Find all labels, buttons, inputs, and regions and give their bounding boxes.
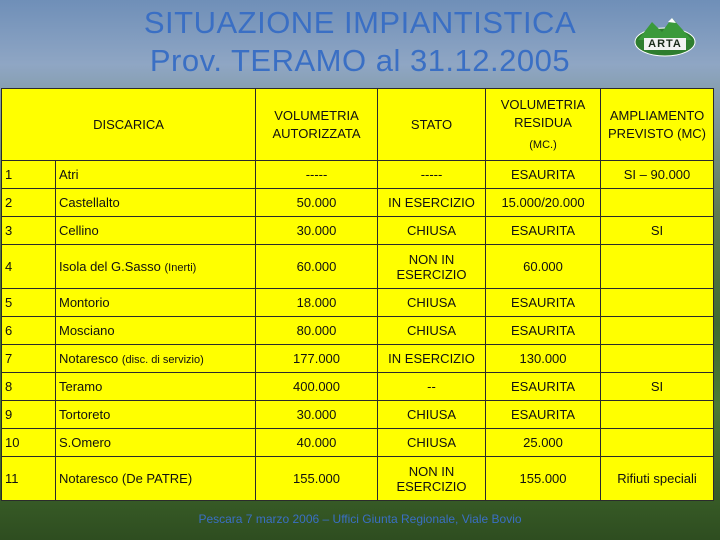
row-note: (Inerti) [164, 262, 197, 274]
table-row [2, 429, 714, 457]
title-line-2: Prov. TERAMO al 31.12.2005 [149, 43, 571, 78]
table-row [2, 161, 714, 189]
table-row [2, 289, 714, 317]
row-residua: ESAURITA [486, 161, 601, 189]
row-volumetria: ----- [256, 161, 378, 189]
row-residua: 25.000 [486, 429, 601, 457]
row-residua: ESAURITA [486, 401, 601, 429]
row-volumetria: 155.000 [256, 457, 378, 501]
row-name: Notaresco (De PATRE) [56, 457, 256, 501]
row-ampliamento: SI [601, 373, 714, 401]
row-residua: 15.000/20.000 [486, 189, 601, 217]
row-stato: IN ESERCIZIO [378, 189, 486, 217]
table-row [2, 457, 714, 501]
row-volumetria: 177.000 [256, 345, 378, 373]
header-ampliamento: AMPLIAMENTO PREVISTO (MC) [601, 89, 714, 161]
row-volumetria: 50.000 [256, 189, 378, 217]
row-ampliamento: SI – 90.000 [601, 161, 714, 189]
row-residua: ESAURITA [486, 217, 601, 245]
row-stato: CHIUSA [378, 217, 486, 245]
row-name-cell [56, 345, 256, 373]
row-residua: 60.000 [486, 245, 601, 289]
row-ampliamento [601, 189, 714, 217]
row-ampliamento [601, 245, 714, 289]
table-row [2, 345, 714, 373]
header-volumetria-residua: VOLUMETRIA RESIDUA (MC.) [486, 89, 601, 161]
row-name: Atri [56, 161, 256, 189]
row-volumetria: 40.000 [256, 429, 378, 457]
row-number: 5 [2, 289, 56, 317]
arta-logo-icon [632, 12, 698, 58]
row-residua: ESAURITA [486, 317, 601, 345]
table-row [2, 189, 714, 217]
row-name: Isola del G.Sasso [59, 259, 161, 274]
row-name: Notaresco [59, 351, 119, 366]
row-number: 10 [2, 429, 56, 457]
row-name-cell [56, 245, 256, 289]
row-stato: CHIUSA [378, 289, 486, 317]
page-title [0, 4, 720, 80]
table-row [2, 245, 714, 289]
row-name: Cellino [56, 217, 256, 245]
row-volumetria: 400.000 [256, 373, 378, 401]
row-ampliamento [601, 289, 714, 317]
logo-text: ARTA [648, 38, 682, 50]
header-stato: STATO [378, 89, 486, 161]
row-number: 8 [2, 373, 56, 401]
landfill-table [1, 88, 714, 501]
row-stato: -- [378, 373, 486, 401]
row-ampliamento [601, 317, 714, 345]
row-name: Mosciano [56, 317, 256, 345]
row-note: (disc. di servizio) [121, 354, 204, 366]
row-stato: ----- [378, 161, 486, 189]
row-residua: ESAURITA [486, 373, 601, 401]
row-ampliamento: SI [601, 217, 714, 245]
row-name: Tortoreto [56, 401, 256, 429]
row-residua: ESAURITA [486, 289, 601, 317]
row-number: 4 [2, 245, 56, 289]
row-number: 9 [2, 401, 56, 429]
row-volumetria: 30.000 [256, 401, 378, 429]
table-row [2, 217, 714, 245]
row-number: 6 [2, 317, 56, 345]
table-row [2, 317, 714, 345]
row-stato: CHIUSA [378, 401, 486, 429]
row-name: Teramo [56, 373, 256, 401]
row-residua: 130.000 [486, 345, 601, 373]
row-ampliamento: Rifiuti speciali [601, 457, 714, 501]
row-name: Castellalto [56, 189, 256, 217]
row-stato: CHIUSA [378, 317, 486, 345]
row-number: 2 [2, 189, 56, 217]
row-stato: IN ESERCIZIO [378, 345, 486, 373]
row-name: S.Omero [56, 429, 256, 457]
row-volumetria: 18.000 [256, 289, 378, 317]
header-discarica: DISCARICA [2, 89, 256, 161]
row-volumetria: 30.000 [256, 217, 378, 245]
table-row [2, 401, 714, 429]
row-residua: 155.000 [486, 457, 601, 501]
row-number: 3 [2, 217, 56, 245]
row-stato: NON IN ESERCIZIO [378, 245, 486, 289]
title-line-1: SITUAZIONE IMPIANTISTICA [143, 5, 577, 40]
header-volumetria-autorizzata: VOLUMETRIA AUTORIZZATA [256, 89, 378, 161]
row-stato: CHIUSA [378, 429, 486, 457]
row-number: 1 [2, 161, 56, 189]
row-volumetria: 80.000 [256, 317, 378, 345]
row-name: Montorio [56, 289, 256, 317]
row-number: 7 [2, 345, 56, 373]
table-row [2, 373, 714, 401]
table-header-row [2, 89, 714, 161]
row-volumetria: 60.000 [256, 245, 378, 289]
row-ampliamento [601, 429, 714, 457]
row-stato: NON IN ESERCIZIO [378, 457, 486, 501]
row-ampliamento [601, 345, 714, 373]
row-number: 11 [2, 457, 56, 501]
footer-text: Pescara 7 marzo 2006 – Uffici Giunta Regionale, Viale Bovio [198, 512, 522, 526]
row-ampliamento [601, 401, 714, 429]
